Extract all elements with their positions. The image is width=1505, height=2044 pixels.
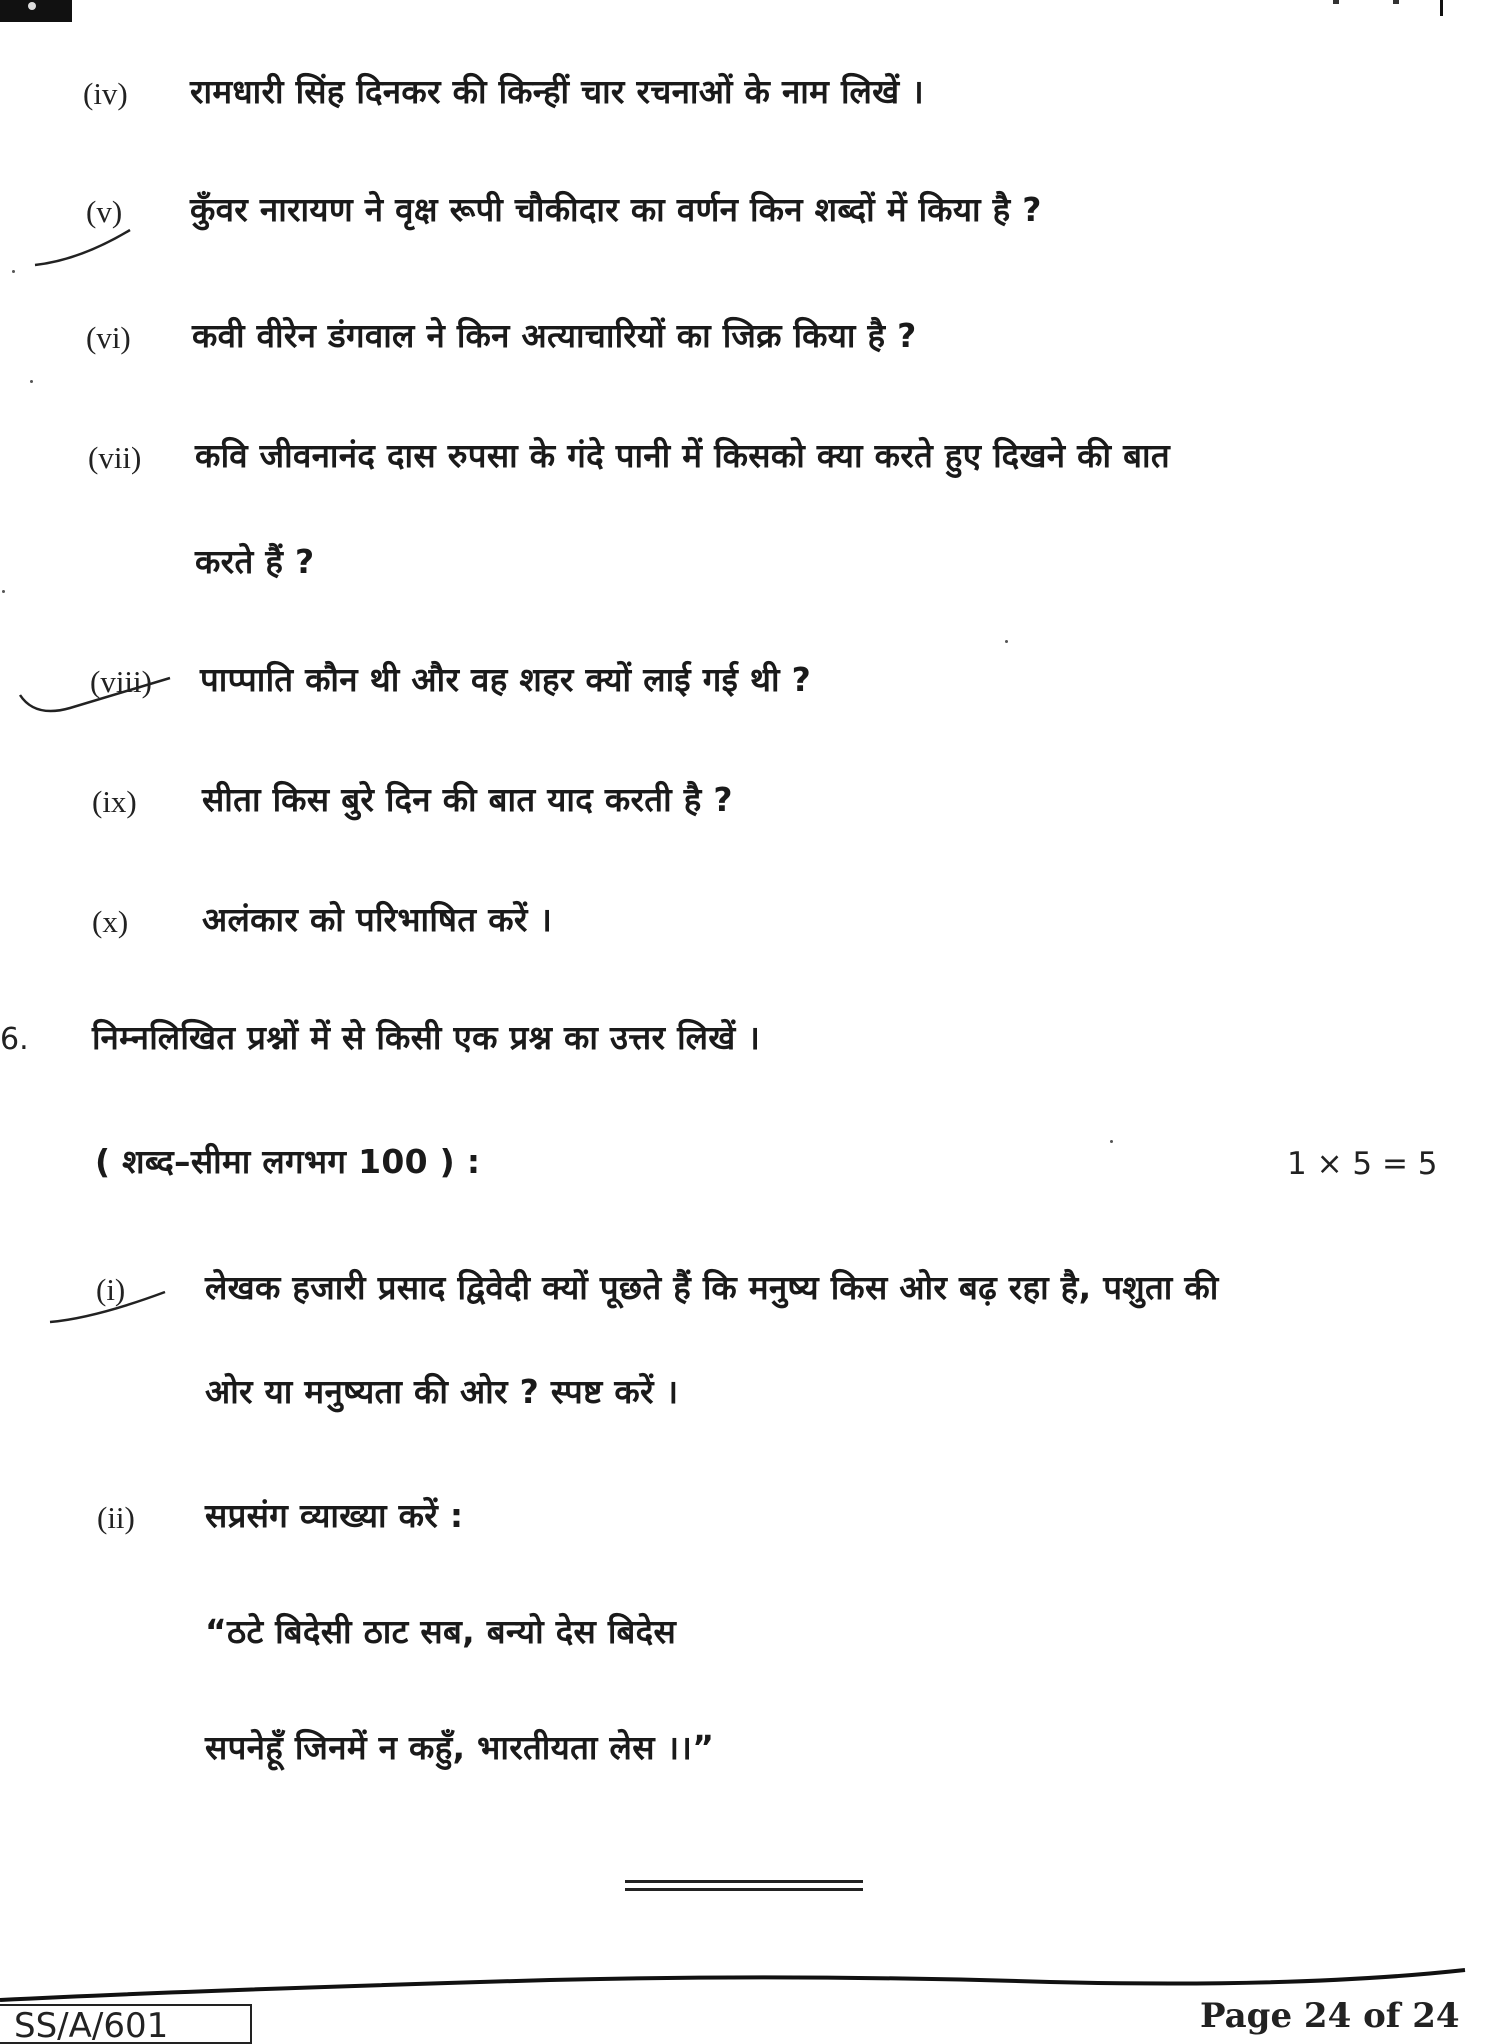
scan-artifact	[1393, 0, 1399, 4]
word-limit-suffix: ) :	[427, 1142, 481, 1181]
option-number: (i)	[96, 1272, 126, 1307]
word-limit-number: 100	[358, 1142, 428, 1181]
question-number: (vi)	[86, 320, 131, 355]
scan-speck	[1110, 1140, 1113, 1143]
option-text-line2: ओर या मनुष्यता की ओर ? स्पष्ट करें ।	[205, 1372, 679, 1411]
scan-speck	[12, 270, 15, 273]
paper-code: SS/A/601	[0, 2004, 252, 2044]
question-text: कुँवर नारायण ने वृक्ष रूपी चौकीदार का वर्णन किन शब्दों में किया है ?	[190, 190, 1042, 229]
scan-corner-dot	[28, 2, 36, 10]
scan-artifact	[1333, 0, 1339, 4]
page-number: Page 24 of 24	[1200, 1996, 1460, 2036]
option-text: सप्रसंग व्याख्या करें :	[205, 1496, 464, 1535]
question-number: (ix)	[92, 784, 137, 819]
verse-line1: “ठटे बिदेसी ठाट सब, बन्यो देस बिदेस	[205, 1612, 677, 1651]
question-number: (iv)	[83, 76, 128, 111]
end-rule-top	[625, 1880, 863, 1883]
question-number: 6.	[0, 1022, 29, 1057]
question-text: पाप्पाति कौन थी और वह शहर क्यों लाई गई थी ?	[200, 660, 812, 699]
question-text: कवी वीरेन डंगवाल ने किन अत्याचारियों का जिक्र किया है ?	[192, 316, 917, 355]
question-number: (vii)	[88, 440, 142, 475]
end-rule-bottom	[625, 1888, 863, 1891]
question-text-line2: करते हैं ?	[195, 542, 315, 581]
scan-speck	[1005, 640, 1008, 643]
scan-corner-block	[0, 0, 72, 22]
scan-speck	[30, 380, 33, 383]
question-number: (x)	[92, 904, 129, 939]
question-text: अलंकार को परिभाषित करें ।	[202, 900, 553, 939]
verse-line2: सपनेहूँ जिनमें न कहुँ, भारतीयता लेस ।।”	[205, 1728, 715, 1767]
question-text: रामधारी सिंह दिनकर की किन्हीं चार रचनाओं के नाम लिखें ।	[190, 72, 925, 111]
word-limit-prefix: ( शब्द–सीमा लगभग	[95, 1142, 359, 1181]
question-instruction: निम्नलिखित प्रश्नों में से किसी एक प्रश्न का उत्तर लिखें ।	[92, 1018, 761, 1057]
option-text-line1: लेखक हजारी प्रसाद द्विवेदी क्यों पूछते हैं कि मनुष्य किस ओर बढ़ रहा है, पशुता की	[205, 1268, 1219, 1307]
scan-speck	[2, 590, 5, 593]
question-text-line1: कवि जीवनानंद दास रुपसा के गंदे पानी में किसको क्या करते हुए दिखने की बात	[195, 436, 1170, 475]
marks-allocation: 1 × 5 = 5	[1287, 1146, 1438, 1182]
question-number: (v)	[86, 194, 123, 229]
option-number: (ii)	[97, 1500, 135, 1535]
question-text: सीता किस बुरे दिन की बात याद करती है ?	[202, 780, 733, 819]
word-limit-note	[95, 1140, 480, 1184]
page-border-mark	[1440, 0, 1443, 16]
question-number: (viii)	[90, 664, 152, 699]
